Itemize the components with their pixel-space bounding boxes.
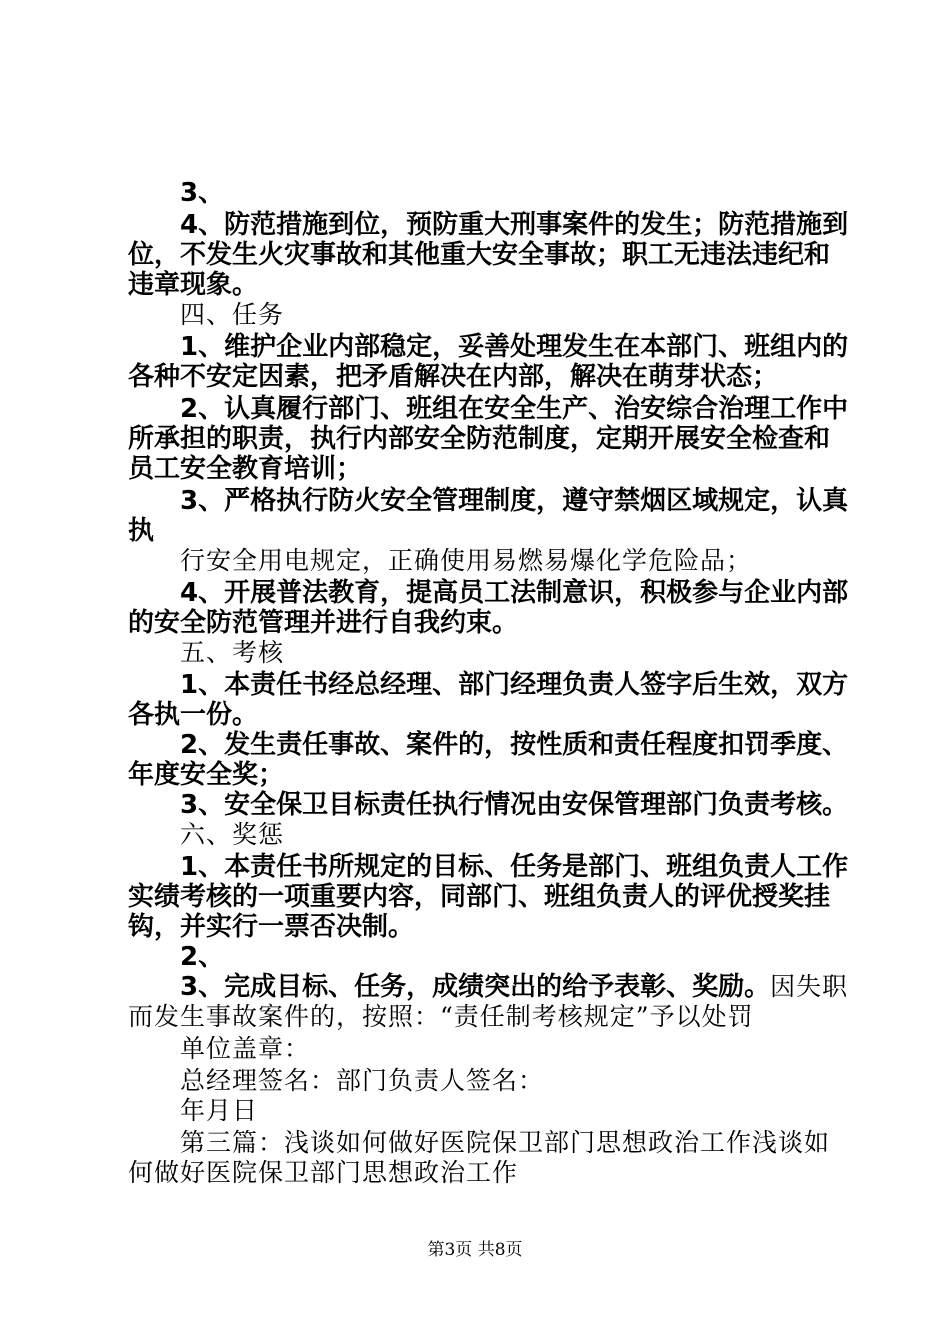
text-line: 2、发生责任事故、案件的，按性质和责任程度扣罚季度、 [180,730,849,760]
text-line: 3、严格执行防火安全管理制度，遵守禁烟区域规定，认真 [180,486,849,516]
text-line: 2、认真履行部门、班组在安全生产、治安综合治理工作中 [180,394,849,424]
text-line: 第三篇：浅谈如何做好医院保卫部门思想政治工作浅谈如 [180,1128,831,1157]
page-footer: 第3页 共8页 [427,1240,523,1260]
text-line: 实绩考核的一项重要内容，同部门、班组负责人的评优授奖挂 [128,882,831,912]
text-line: 钩，并实行一票否决制。 [128,912,415,942]
text-line: 行安全用电规定，正确使用易燃易爆化学危险品； [180,546,753,575]
text-line: 4、开展普法教育，提高员工法制意识，积极参与企业内部 [180,578,849,608]
text-line: 4、防范措施到位，预防重大刑事案件的发生；防范措施到 [180,210,849,240]
text-line: 的安全防范管理并进行自我约束。 [128,608,519,638]
text-line: 所承担的职责，执行内部安全防范制度，定期开展安全检查和 [128,424,831,454]
text-line: 1、本责任书所规定的目标、任务是部门、班组负责人工作 [180,852,849,882]
text-line: 年度安全奖； [128,760,285,790]
text-line: 各种不安定因素，把矛盾解决在内部，解决在萌芽状态； [128,362,779,392]
seal-label: 单位盖章： [180,1034,311,1063]
text-line: 而发生事故案件的，按照：“责任制考核规定”予以处罚 [128,1002,754,1031]
text-line: 位，不发生火灾事故和其他重大安全事故；职工无违法违纪和 [128,240,831,270]
text-segment: 因失职 [770,972,849,1001]
text-line: 3、安全保卫目标责任执行情况由安保管理部门负责考核。 [180,790,849,820]
text-line: 2、 [180,942,225,972]
signature-labels: 总经理签名：部门负责人签名： [180,1066,545,1095]
text-line: 各执一份。 [128,700,259,730]
date-label: 年月日 [180,1096,259,1125]
section-heading: 五、考核 [180,638,285,667]
section-heading: 四、任务 [180,300,285,329]
text-line: 执 [128,516,155,546]
section-heading: 六、奖惩 [180,820,285,849]
text-segment: 3、完成目标、任务，成绩突出的给予表彰、奖励。 [180,972,771,1002]
text-line [180,970,848,1004]
text-line: 1、维护企业内部稳定，妥善处理发生在本部门、班组内的 [180,332,849,362]
text-line: 1、本责任书经总经理、部门经理负责人签字后生效，双方 [180,670,849,700]
text-line: 何做好医院保卫部门思想政治工作 [128,1158,519,1187]
text-line: 3、 [180,178,225,208]
text-line: 员工安全教育培训； [128,454,363,484]
text-line: 违章现象。 [128,270,259,300]
